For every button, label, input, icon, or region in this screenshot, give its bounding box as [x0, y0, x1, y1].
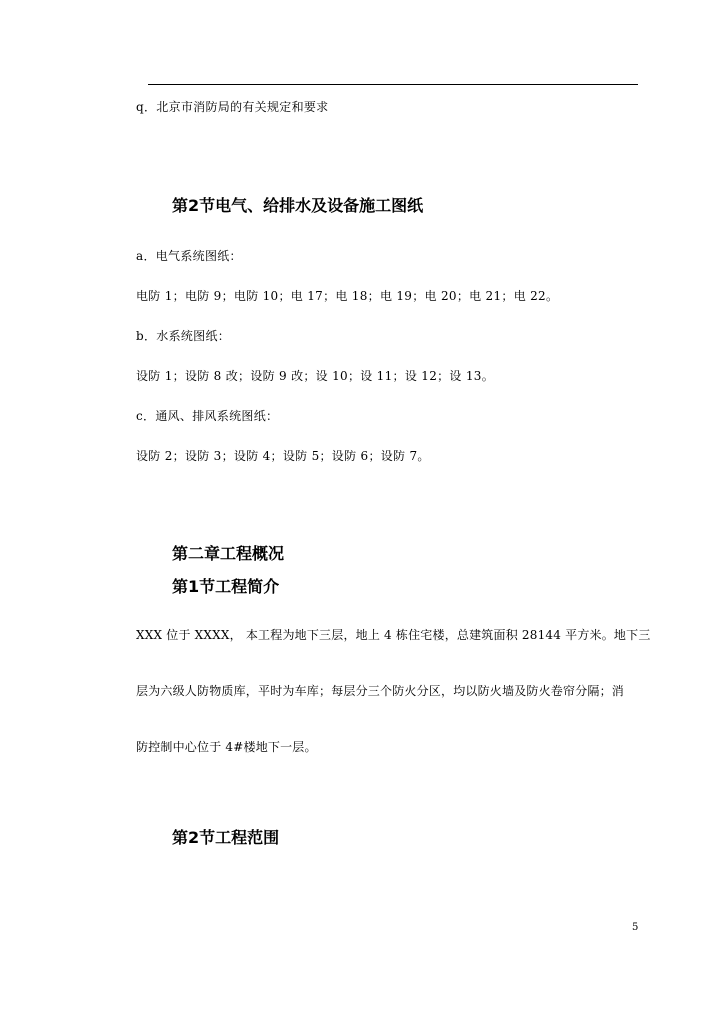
section-heading-scope: 第2节工程范围: [172, 828, 280, 847]
ventilation-drawings-label: c．通风、排风系统图纸：: [136, 409, 279, 423]
project-intro-line: 层为六级人防物质库，平时为车库；每层分三个防火分区，均以防火墙及防火卷帘分隔；消: [136, 684, 625, 698]
section-heading-drawings: 第2节电气、给排水及设备施工图纸: [172, 196, 424, 215]
section-heading-overview: 第1节工程简介: [172, 577, 280, 596]
reference-item-q: q．北京市消防局的有关规定和要求: [136, 100, 329, 114]
chapter-title: 第二章工程概况: [172, 544, 285, 563]
page-number: 5: [632, 922, 639, 933]
water-drawings-list: 设防 1；设防 8 改；设防 9 改；设 10；设 11；设 12；设 13。: [136, 369, 495, 383]
header-rule: [148, 84, 638, 85]
water-drawings-label: b．水系统图纸：: [136, 329, 231, 343]
project-intro-paragraph: [136, 607, 651, 775]
electrical-drawings-label: a．电气系统图纸：: [136, 249, 242, 263]
project-intro-line: XXX 位于 XXXX， 本工程为地下三层，地上 4 栋住宅楼，总建筑面积 28144 平方米。地下三: [136, 628, 651, 642]
electrical-drawings-list: 电防 1；电防 9；电防 10；电 17；电 18；电 19；电 20；电 21；电 22。: [136, 289, 559, 303]
project-intro-line: 防控制中心位于 4#楼地下一层。: [136, 740, 317, 754]
ventilation-drawings-list: 设防 2；设防 3；设防 4；设防 5；设防 6；设防 7。: [136, 449, 430, 463]
